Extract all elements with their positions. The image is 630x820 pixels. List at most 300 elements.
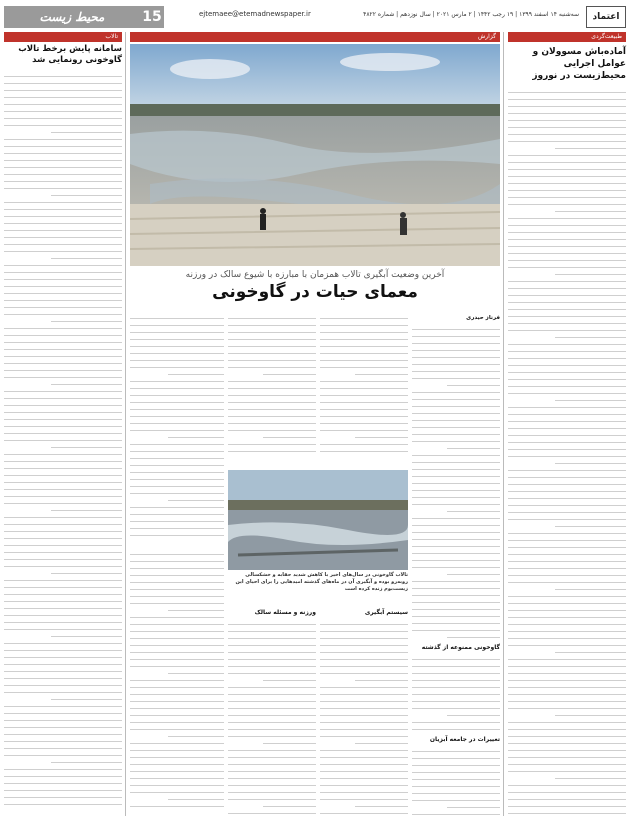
text-line [508, 450, 626, 457]
text-line [130, 583, 224, 590]
text-line [320, 716, 408, 723]
text-line [228, 730, 316, 737]
text-line [4, 546, 122, 553]
text-line [508, 758, 626, 765]
text-line [320, 396, 408, 403]
text-line [4, 392, 122, 399]
text-line [320, 653, 408, 660]
text-line [412, 723, 500, 730]
text-line [4, 518, 122, 525]
text-line [508, 632, 626, 639]
text-line [508, 429, 626, 436]
text-line [4, 266, 122, 273]
text-line [4, 84, 122, 91]
text-line [4, 742, 122, 749]
text-line [508, 618, 626, 625]
text-line [508, 499, 626, 506]
text-line [320, 660, 408, 667]
text-line [130, 688, 224, 695]
text-line [4, 588, 122, 595]
text-line [508, 765, 626, 772]
text-line [130, 333, 224, 340]
text-line [447, 631, 500, 638]
text-line [51, 693, 122, 700]
text-line [4, 483, 122, 490]
text-line [412, 554, 500, 561]
text-line [228, 319, 316, 326]
text-line [4, 175, 122, 182]
text-line [4, 91, 122, 98]
text-line [228, 758, 316, 765]
text-line [4, 301, 122, 308]
text-line [51, 189, 122, 196]
text-line [320, 347, 408, 354]
text-line [508, 415, 626, 422]
text-line [4, 273, 122, 280]
text-line [4, 112, 122, 119]
text-line [508, 751, 626, 758]
text-line [320, 702, 408, 709]
story-col-1-body [412, 323, 500, 641]
text-line [412, 808, 500, 815]
section-title: محیط زیست [39, 10, 105, 24]
text-line [508, 779, 626, 786]
text-line [130, 562, 224, 569]
text-line [130, 646, 224, 653]
text-line [412, 794, 500, 801]
text-line [508, 219, 626, 226]
text-line [412, 323, 500, 330]
text-line [4, 462, 122, 469]
story-col-1 [412, 312, 500, 815]
subhead-2: تغییرات در جامعه آبزیان [429, 736, 500, 743]
text-line [412, 372, 500, 379]
text-line [51, 567, 122, 574]
text-line [320, 340, 408, 347]
text-line [4, 672, 122, 679]
text-line [228, 688, 316, 695]
text-line [51, 126, 122, 133]
text-line [508, 681, 626, 688]
text-line [51, 441, 122, 448]
text-line [4, 413, 122, 420]
text-line [130, 779, 224, 786]
text-line [4, 70, 122, 77]
left-column-tag-label: تالاب [105, 33, 118, 40]
story-kicker: آخرین وضعیت آبگیری تالاب همزمان با مبارزه با شیوع سالک در ورزنه [185, 270, 445, 280]
text-line [508, 338, 626, 345]
text-line [4, 763, 122, 770]
text-line [4, 560, 122, 567]
text-line [555, 646, 626, 653]
text-line [555, 394, 626, 401]
text-line [508, 366, 626, 373]
text-line [412, 561, 500, 568]
text-line [412, 766, 500, 773]
text-line [4, 581, 122, 588]
right-column-body [508, 86, 626, 820]
text-line [228, 340, 316, 347]
text-line [412, 407, 500, 414]
text-line [412, 688, 500, 695]
text-line [447, 505, 500, 512]
text-line [228, 389, 316, 396]
text-line [508, 93, 626, 100]
text-line [412, 386, 500, 393]
text-line [412, 653, 500, 660]
text-line [130, 417, 224, 424]
right-column-headline: آمادەباش مسوولان و عوامل اجرایی محیط‌زیست در نوروز [532, 47, 626, 81]
text-line [228, 807, 316, 814]
text-line [4, 140, 122, 147]
text-line [508, 786, 626, 793]
subhead-1: گاوخونی ممنوعه از گذشته [421, 644, 500, 651]
text-line [130, 660, 224, 667]
text-line [4, 105, 122, 112]
text-line [4, 196, 122, 203]
text-line [320, 410, 408, 417]
text-line [320, 618, 408, 625]
text-line [51, 504, 122, 511]
text-line [320, 333, 408, 340]
wetland-aerial-photo [228, 470, 408, 570]
text-line [412, 351, 500, 358]
text-line [320, 681, 408, 688]
text-line [355, 431, 408, 438]
text-line [228, 779, 316, 786]
text-line [130, 389, 224, 396]
text-line [228, 410, 316, 417]
text-line [412, 540, 500, 547]
text-line [355, 368, 408, 375]
text-line [4, 469, 122, 476]
text-line [130, 548, 224, 555]
text-line [4, 455, 122, 462]
text-line [508, 275, 626, 282]
text-line [130, 473, 224, 480]
text-line [508, 184, 626, 191]
text-line [130, 501, 224, 508]
text-line [320, 793, 408, 800]
text-line [4, 98, 122, 105]
text-line [228, 333, 316, 340]
text-line [4, 623, 122, 630]
text-line [508, 471, 626, 478]
text-line [228, 646, 316, 653]
text-line [412, 491, 500, 498]
text-line [130, 312, 224, 319]
text-line [508, 310, 626, 317]
text-line [508, 562, 626, 569]
text-line [4, 707, 122, 714]
text-line [51, 378, 122, 385]
text-line [412, 759, 500, 766]
text-line [168, 604, 224, 611]
text-line [228, 793, 316, 800]
text-line [508, 359, 626, 366]
left-column [4, 44, 122, 810]
text-line [508, 653, 626, 660]
text-line [320, 730, 408, 737]
text-line [4, 651, 122, 658]
story-col-2-lower-body [320, 618, 408, 818]
text-line [4, 364, 122, 371]
text-line [4, 735, 122, 742]
story-col-3 [228, 312, 316, 452]
text-line [130, 438, 224, 445]
text-line [320, 326, 408, 333]
text-line [508, 737, 626, 744]
text-line [508, 177, 626, 184]
text-line [4, 161, 122, 168]
text-line [508, 555, 626, 562]
text-line [4, 679, 122, 686]
text-line [355, 800, 408, 807]
text-line [4, 147, 122, 154]
text-line [130, 737, 224, 744]
text-line [228, 403, 316, 410]
text-line [508, 443, 626, 450]
text-line [412, 519, 500, 526]
text-line [130, 410, 224, 417]
text-line [228, 723, 316, 730]
text-line [130, 758, 224, 765]
text-line [168, 368, 224, 375]
text-line [320, 625, 408, 632]
text-line [228, 695, 316, 702]
text-line [228, 445, 316, 452]
text-line [508, 121, 626, 128]
text-line [355, 737, 408, 744]
text-line [4, 210, 122, 217]
text-line [412, 337, 500, 344]
text-line [412, 512, 500, 519]
text-line [508, 744, 626, 751]
text-line [228, 347, 316, 354]
text-line [412, 773, 500, 780]
text-line [168, 793, 224, 800]
text-line [130, 480, 224, 487]
text-line [320, 807, 408, 814]
text-line [320, 382, 408, 389]
text-line [320, 723, 408, 730]
text-line [4, 420, 122, 427]
text-line [508, 163, 626, 170]
text-line [4, 525, 122, 532]
text-line [130, 800, 224, 807]
story-col-3-body [228, 312, 316, 452]
text-line [4, 77, 122, 84]
text-line [228, 438, 316, 445]
text-line [320, 403, 408, 410]
text-line [4, 287, 122, 294]
contact-email[interactable]: ejtemaee@etemadnewspaper.ir [199, 10, 311, 18]
text-line [130, 522, 224, 529]
text-line [4, 476, 122, 483]
person-figure-left [260, 208, 266, 230]
text-line [412, 463, 500, 470]
text-line [412, 428, 500, 435]
text-line [508, 478, 626, 485]
page-number: 15 [142, 9, 162, 25]
text-line [508, 345, 626, 352]
text-line [508, 464, 626, 471]
text-line [412, 702, 500, 709]
text-line [130, 396, 224, 403]
text-line [130, 354, 224, 361]
text-line [130, 382, 224, 389]
text-line [412, 787, 500, 794]
text-line [508, 233, 626, 240]
story-col-2 [320, 312, 408, 452]
newspaper-logo: اعتماد [586, 6, 626, 28]
text-line [508, 289, 626, 296]
text-line [4, 532, 122, 539]
text-line [130, 487, 224, 494]
text-line [508, 800, 626, 807]
story-col-4 [130, 312, 224, 542]
text-line [320, 375, 408, 382]
text-line [320, 319, 408, 326]
text-line [412, 421, 500, 428]
person-figure-right [400, 212, 407, 235]
second-photo [228, 470, 408, 570]
text-line [412, 393, 500, 400]
text-line [130, 569, 224, 576]
right-column-tag-label: طبیعت‌گردی [591, 33, 622, 40]
text-line [130, 786, 224, 793]
text-line [412, 695, 500, 702]
text-line [508, 352, 626, 359]
report-bar [130, 32, 500, 42]
text-line [130, 590, 224, 597]
text-line [228, 396, 316, 403]
text-line [508, 604, 626, 611]
text-line [508, 373, 626, 380]
text-line [130, 751, 224, 758]
right-column-tag [508, 32, 626, 42]
story-col-3-lower-body [228, 618, 316, 818]
text-line [508, 639, 626, 646]
story-col-2-lower [320, 606, 408, 818]
text-line [228, 744, 316, 751]
text-line [412, 435, 500, 442]
text-line [4, 637, 122, 644]
text-line [447, 709, 500, 716]
text-line [412, 582, 500, 589]
text-line [4, 616, 122, 623]
text-line [320, 758, 408, 765]
text-line [4, 427, 122, 434]
photo-caption-block [228, 572, 408, 593]
text-line [508, 688, 626, 695]
text-line [228, 702, 316, 709]
left-column-tag [4, 32, 122, 42]
left-column-body [4, 70, 122, 810]
text-line [130, 653, 224, 660]
text-line [508, 114, 626, 121]
text-line [508, 135, 626, 142]
text-line [228, 639, 316, 646]
text-line [130, 716, 224, 723]
text-line [4, 700, 122, 707]
text-line [4, 574, 122, 581]
text-line [412, 456, 500, 463]
report-bar-label: گزارش [477, 33, 496, 40]
text-line [130, 347, 224, 354]
text-line [4, 448, 122, 455]
text-line [168, 667, 224, 674]
text-line [555, 520, 626, 527]
text-line [412, 589, 500, 596]
text-line [508, 128, 626, 135]
text-line [4, 385, 122, 392]
subhead-4: سیستم آبگیری [364, 609, 408, 616]
text-line [130, 597, 224, 604]
text-line [4, 350, 122, 357]
text-line [412, 681, 500, 688]
text-line [320, 438, 408, 445]
text-line [228, 354, 316, 361]
text-line [555, 457, 626, 464]
text-line [4, 308, 122, 315]
text-line [508, 625, 626, 632]
text-line [447, 379, 500, 386]
text-line [412, 603, 500, 610]
text-line [508, 541, 626, 548]
text-line [412, 596, 500, 603]
subhead-3: ورزنه و مسئله سالک [254, 609, 316, 616]
text-line [555, 583, 626, 590]
text-line [412, 575, 500, 582]
text-line [228, 709, 316, 716]
story-col-4-body [130, 312, 224, 542]
text-line [4, 665, 122, 672]
text-line [412, 624, 500, 631]
text-line [4, 217, 122, 224]
text-line [412, 470, 500, 477]
text-line [4, 644, 122, 651]
text-line [320, 709, 408, 716]
text-line [508, 156, 626, 163]
text-line [4, 497, 122, 504]
text-line [412, 780, 500, 787]
text-line [412, 674, 500, 681]
text-line [228, 618, 316, 625]
text-line [555, 709, 626, 716]
text-line [508, 513, 626, 520]
text-line [130, 403, 224, 410]
text-line [4, 119, 122, 126]
section-banner [4, 6, 164, 28]
text-line [130, 772, 224, 779]
text-line [228, 382, 316, 389]
text-line [130, 744, 224, 751]
text-line [508, 254, 626, 261]
text-line [130, 618, 224, 625]
text-line [320, 765, 408, 772]
byline: فرناز حیدری [466, 315, 500, 321]
text-line [4, 770, 122, 777]
text-line [130, 576, 224, 583]
text-line [320, 445, 408, 452]
text-line [412, 547, 500, 554]
text-line [508, 527, 626, 534]
text-line [508, 226, 626, 233]
text-line [508, 100, 626, 107]
text-line [508, 107, 626, 114]
text-line [412, 660, 500, 667]
